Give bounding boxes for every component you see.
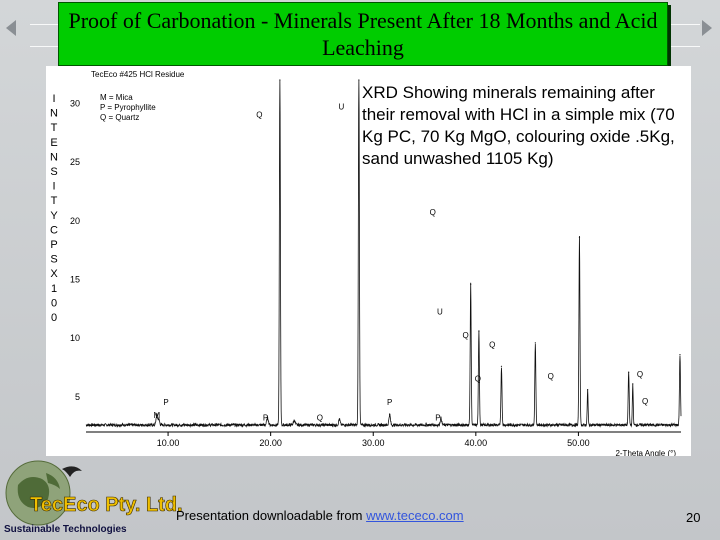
- legend-entry-2: Q = Quartz: [100, 113, 140, 122]
- y-tick-label-2: 15: [69, 274, 80, 285]
- y-axis-label-letter-5: S: [50, 166, 58, 178]
- y-axis-label-letter-11: S: [50, 253, 58, 266]
- peak-marker-16: [632, 383, 633, 384]
- tececo-logo: [0, 455, 200, 540]
- slide-title: Proof of Carbonation - Minerals Present After 18 Months and Acid Leaching: [68, 8, 658, 60]
- y-axis-label-letter-7: T: [50, 195, 58, 208]
- peak-label-12: Q: [474, 374, 481, 384]
- y-axis-label-letter-8: Y: [50, 209, 58, 222]
- y-axis-label-letter-3: E: [50, 136, 58, 149]
- legend-entry-1: P = Pyrophyllite: [100, 103, 156, 112]
- peak-label-13: Q: [547, 372, 554, 382]
- peak-label-1: M: [153, 410, 161, 420]
- peak-marker-3: [279, 79, 280, 80]
- nav-forward-icon[interactable]: [702, 20, 712, 36]
- y-axis-label-letter-0: I: [52, 93, 56, 105]
- peak-marker-7: [389, 414, 390, 415]
- peak-label-9: P: [435, 413, 441, 423]
- peak-marker-17: [679, 354, 680, 355]
- chart-annotation: XRD Showing minerals remaining after their removal with HCl in a simple mix (70 Kg PC, 70 Kg MgO, colouring oxide .5Kg, sand unwashed 1105 Kg): [362, 83, 675, 168]
- x-tick-label-3: 40.00: [464, 438, 488, 448]
- peak-marker-4: [294, 420, 295, 421]
- slide-title-box: [58, 2, 668, 66]
- x-tick-label-4: 50.00: [567, 438, 590, 448]
- y-axis-label-letter-9: C: [50, 224, 58, 237]
- peak-label-6: P: [386, 398, 393, 408]
- peak-label-15: Q: [641, 396, 649, 406]
- y-axis-label-letter-13: 1: [50, 282, 58, 295]
- y-axis-label-letter-4: N: [50, 151, 58, 164]
- peak-label-3: Q: [256, 110, 263, 120]
- y-axis-label-letter-12: X: [50, 268, 58, 281]
- y-axis-label-letter-2: T: [50, 122, 58, 135]
- y-tick-label-4: 25: [69, 157, 80, 168]
- peak-marker-11: [501, 366, 502, 367]
- chart-header: TecEco #425 HCl Residue: [91, 70, 185, 79]
- y-tick-label-5: 30: [69, 98, 80, 109]
- peak-label-0: P: [163, 398, 169, 408]
- svg-text:Sustainable Technologies: Sustainable Technologies: [4, 524, 127, 535]
- svg-text:TecEco Pty. Ltd.: TecEco Pty. Ltd.: [30, 494, 183, 516]
- peak-label-8: U: [437, 307, 443, 317]
- legend-entry-0: M = Mica: [100, 93, 133, 102]
- y-axis-label-letter-10: P: [50, 239, 58, 251]
- peak-marker-12: [535, 342, 536, 343]
- footer-prefix: Presentation downloadable from: [176, 508, 363, 523]
- x-axis-label: 2-Theta Angle (°): [615, 449, 676, 456]
- peak-marker-13: [579, 237, 580, 238]
- y-tick-label-0: 5: [74, 391, 80, 402]
- peak-marker-6: [358, 79, 359, 80]
- peak-label-5: Q: [316, 413, 324, 423]
- peak-marker-10: [478, 330, 479, 331]
- peak-label-11: Q: [489, 340, 496, 350]
- peak-label-14: Q: [636, 369, 644, 379]
- peak-label-10: Q: [462, 331, 469, 341]
- footer-link[interactable]: www.tececo.com: [366, 508, 464, 523]
- peak-label-4: U: [338, 102, 345, 112]
- y-tick-label-3: 20: [69, 215, 80, 226]
- x-tick-label-1: 20.00: [259, 438, 282, 448]
- x-tick-label-2: 30.00: [361, 438, 385, 448]
- nav-back-icon[interactable]: [6, 20, 16, 36]
- peak-marker-5: [339, 418, 340, 419]
- y-axis-label-letter-6: I: [52, 180, 56, 193]
- peak-marker-15: [628, 372, 629, 373]
- y-axis-label-letter-14: 0: [50, 297, 58, 310]
- slide-number: 20: [686, 510, 701, 525]
- y-axis-label-letter-1: N: [50, 107, 58, 120]
- x-tick-label-0: 10.00: [156, 438, 180, 448]
- y-axis-label-letter-15: 0: [50, 312, 58, 324]
- peak-marker-14: [587, 389, 588, 390]
- peak-label-7: Q: [429, 207, 436, 217]
- peak-label-2: P: [262, 413, 269, 423]
- footer-text: [176, 508, 464, 523]
- y-tick-label-1: 10: [69, 333, 80, 344]
- peak-marker-9: [470, 284, 471, 285]
